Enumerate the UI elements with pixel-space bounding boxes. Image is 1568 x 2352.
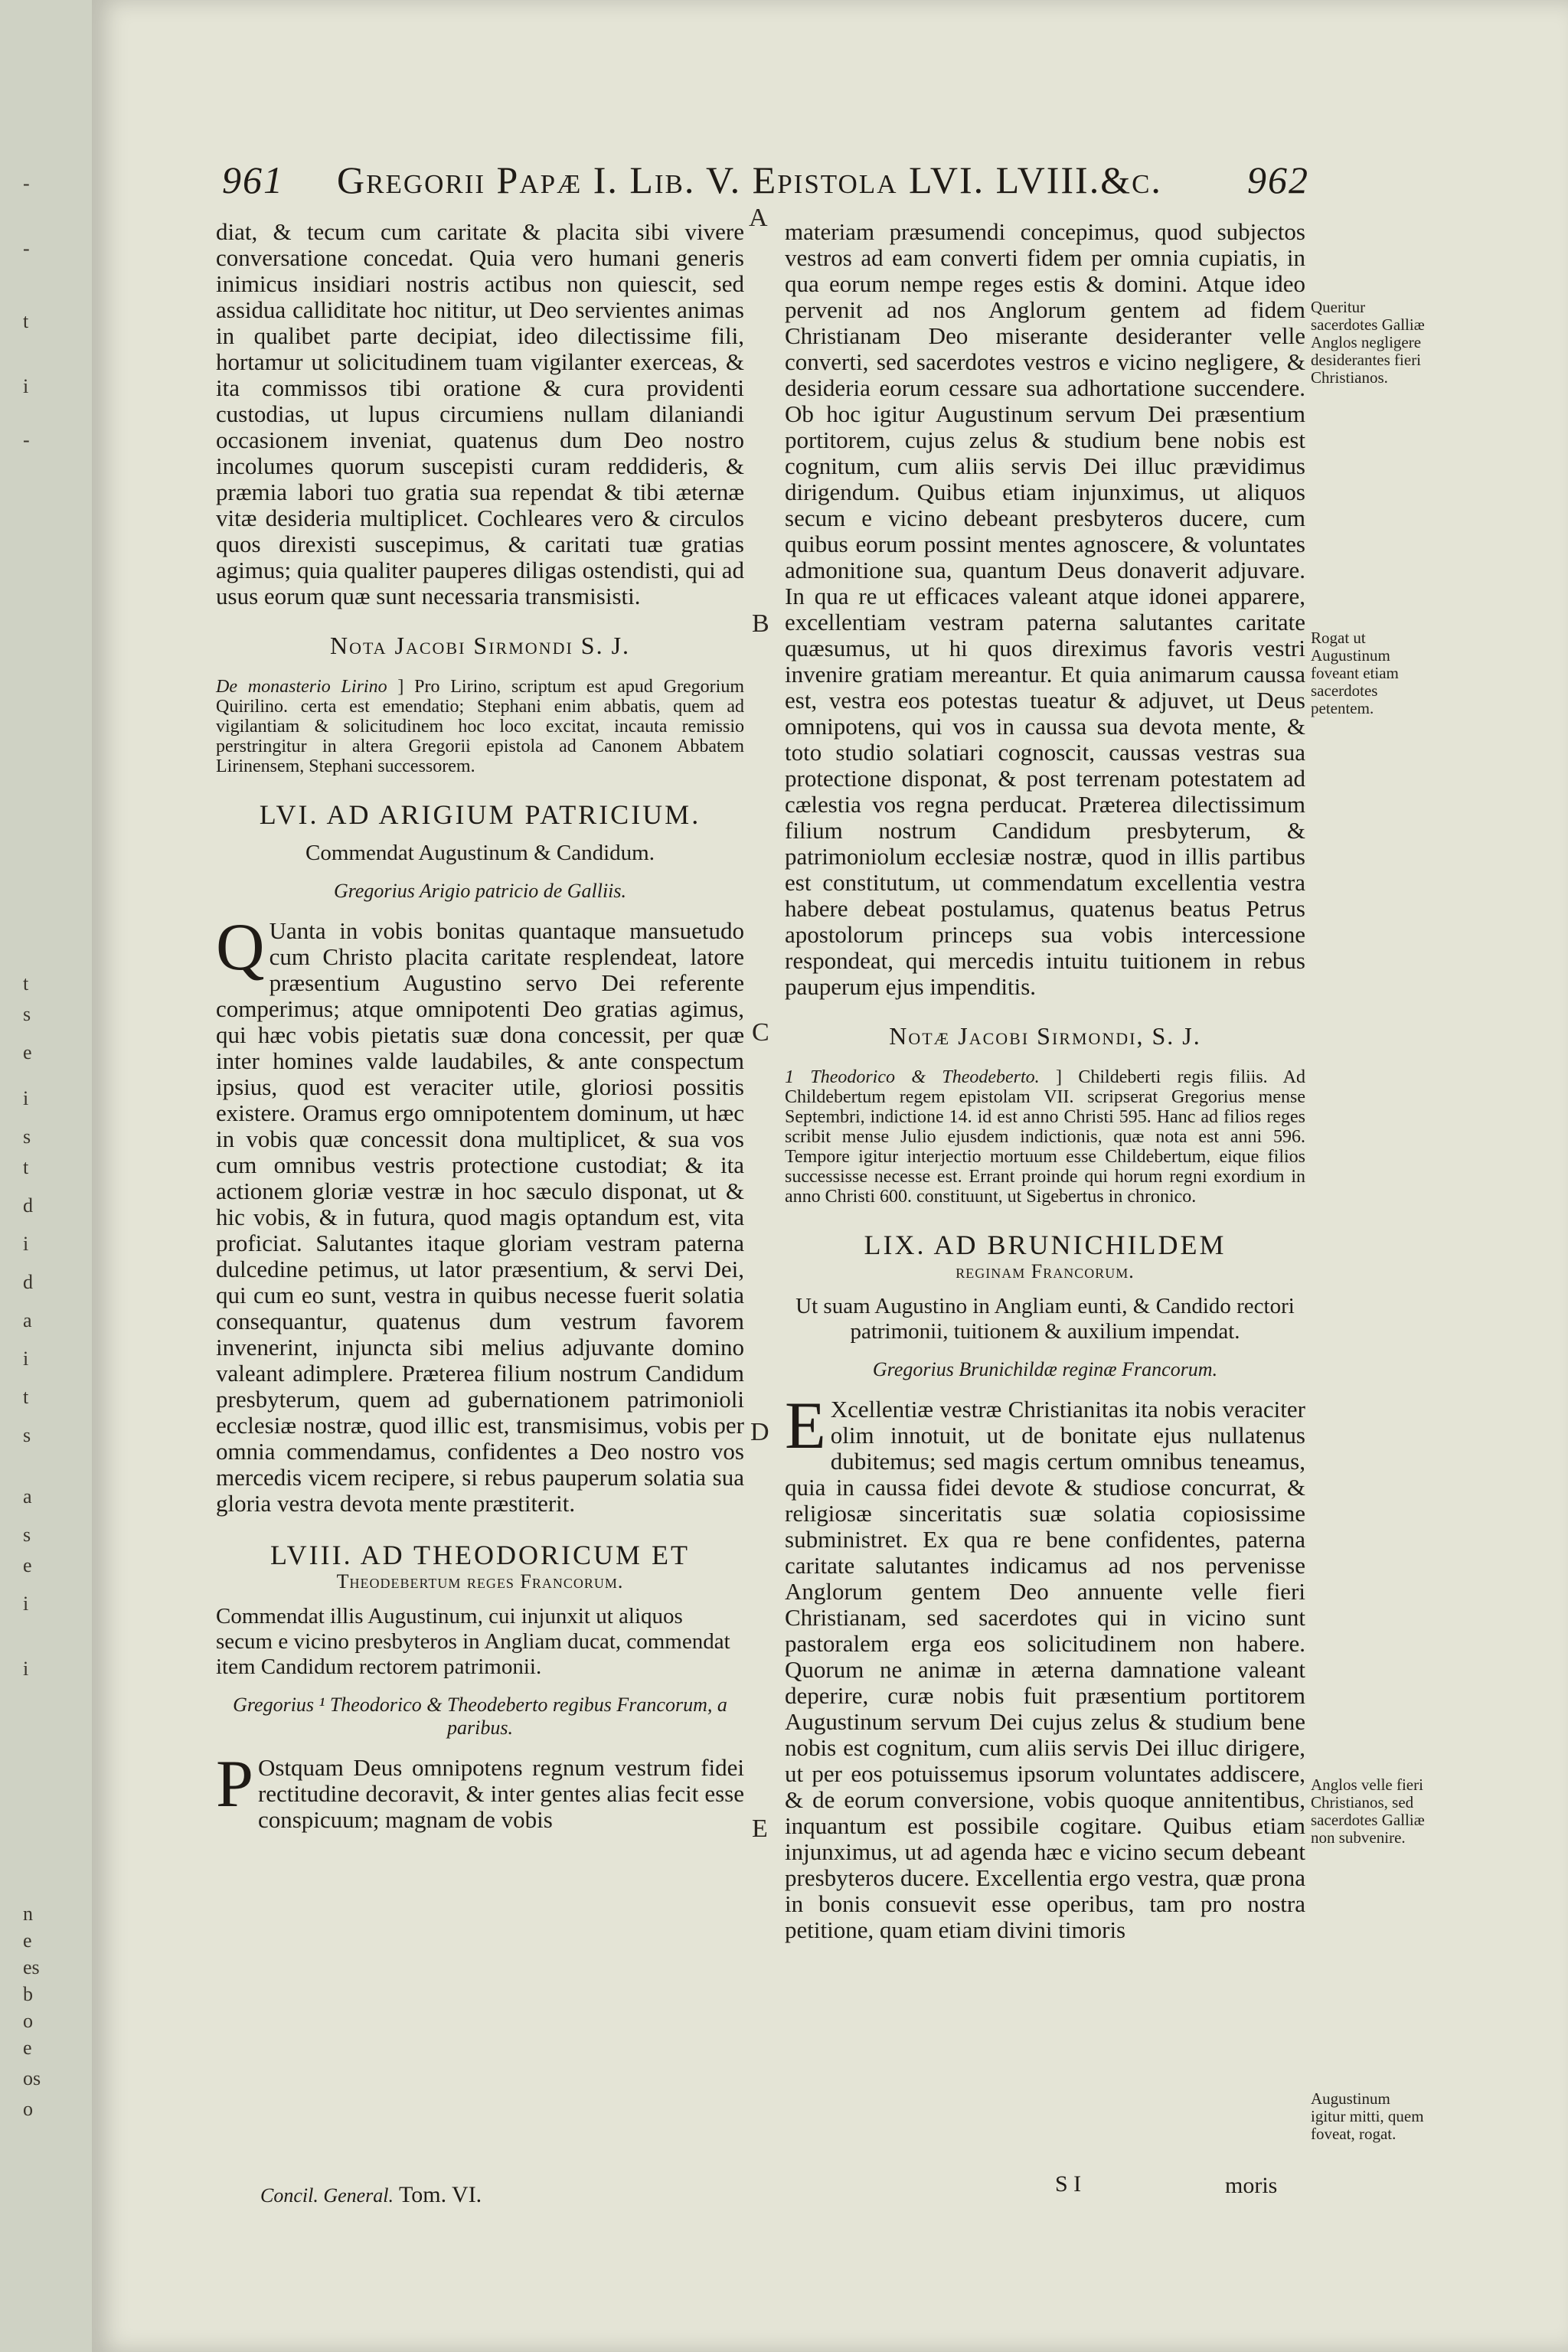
- epistle-title-59-main: LIX. AD BRUNICHILDEM: [864, 1230, 1227, 1260]
- note-body: ] Pro Lirino, scriptum est apud Gregorium Quirilino. certa est emendatio; Stephani enim abbatis, quem ad vigilantiam & solicitudinem hoc loco excitat, incauta remissio perstringitur in altera Gregorii epistola ad Canonem Abbatem Lirinensem, Stephani successorem.: [216, 677, 744, 776]
- epistle-title-58: [216, 1540, 744, 1593]
- strip-char: i: [23, 1348, 29, 1370]
- section-letter-b: B: [752, 609, 769, 638]
- epistle-body-56: Uanta in vobis bonitas quantaque mansuetudo cum Christo placita caritate resplendeat, latore præsentium Augustino servo Dei referente comperimus; atque omnipotenti Deo gratias agimus, qui hæc vobis pietatis suæ dona concessit, per quæ inter homines valde laudabiles, & ante conspectum ipsius, quod est veraciter utile, gloriosi possitis existere. Oramus ergo omnipotentem dominum, ut hæc in vobis quæ concessit dona multiplicet, & sua vos cum omnibus vestris protectione custodiat; & ita actionem gloriæ vestræ in hoc sæculo disponat, ut & hic vobis, & in futura, quod magis optandum est, vita proficiat. Salutantes itaque gloriam vestram paterna dulcedine petimus, ut lator præsentium, & servi Dei, qui cum eo sunt, vestra in quibus necesse fuerit solatia consequantur, quatenus dum vestrum favorem invenerint, injuncta sibi melius adjuvante domino valeant adimplere. Præterea filium nostrum Candidum presbyterum, quem ad gubernationem patrimonioli ecclesiæ nostræ, quod illic est, transmisimus, vobis per omnia commendamus, confidentes a Deo nostro vos mercedis vicem recipere, si rebus pauperum solatia sua gloria vestra devota mente præstiterit.: [216, 917, 744, 1517]
- strip-char: o: [23, 2098, 33, 2120]
- section-letter-d: D: [750, 1418, 769, 1446]
- notes-heading: Notæ Jacobi Sirmondi, S. J.: [889, 1022, 1201, 1050]
- epistle-summary-58: Commendat illis Augustinum, cui injunxit ut aliquos secum e vicino presbyteros in Angliam ducat, commendat item Candidum rectorem patrimonii.: [216, 1604, 730, 1679]
- epistle-text-56: [216, 910, 744, 1517]
- strip-char: i: [23, 1233, 29, 1255]
- footer-series: Concil. General.: [260, 2184, 394, 2207]
- strip-char: i: [23, 1592, 29, 1615]
- strip-char: n: [23, 1903, 33, 1925]
- page-number-left: 961: [222, 158, 284, 201]
- strip-char: -: [23, 172, 30, 194]
- epistle-title-59: [785, 1230, 1305, 1283]
- adjacent-page-strip: [0, 0, 92, 2352]
- epistle-body-59: Xcellentiæ vestræ Christianitas ita nobis veraciter olim innotuit, ut de bonitate ejus nullatenus dubitemus; sed magis certum omnibus teneamus, quia in caussa fidei devote & studiose concurrat, & religiosæ sinceritatis suæ solatia copiosissime subministret. Ex qua re bene confidentes, paterna caritate salutantes indicamus ad nos pervenisse Anglorum gentem Deo annuente velle fieri Christianam, sed sacerdotes qui in vicino sunt pastoralem erga eos solicitudinem non habere. Quorum ne animæ in æterna damnatione valeant deperire, curæ nobis fuit præsentium portitorem Augustinum servum Dei cujus zelus & studium bene nobis est cognitum, cum aliis servis Dei illuc dirigere, ut per eos potuissemus ipsorum voluntates addiscere, & de eorum conversione, vobis quoque annitentibus, inquantum est possibile cogitare. Quibus etiam injunximus, ut ad agenda hæc e vicino secum debeant presbyteros ducere. Excellentia ergo vestra, quæ prona in bonis consuevit esse operibus, tam pro nostra petitione, quam etiam divini timoris: [785, 1396, 1305, 1943]
- epistle-title-58-main: LVIII. AD THEODORICUM ET: [270, 1540, 690, 1570]
- running-header: [222, 158, 1309, 208]
- strip-char: t: [23, 972, 29, 995]
- strip-char: os: [23, 2067, 41, 2089]
- strip-char: a: [23, 1309, 32, 1331]
- note-lemma: De monasterio Lirino: [216, 677, 387, 697]
- catchword: moris: [1225, 2173, 1278, 2198]
- strip-char: i: [23, 1658, 29, 1680]
- strip-char: d: [23, 1194, 33, 1217]
- strip-char: e: [23, 1929, 32, 1952]
- strip-char: o: [23, 2010, 33, 2032]
- epistle-salutation-59: Gregorius Brunichildæ reginæ Francorum.: [872, 1358, 1218, 1380]
- drop-cap: E: [785, 1389, 826, 1463]
- note-lemma: 1 Theodorico & Theodeberto.: [785, 1067, 1040, 1087]
- strip-char: s: [23, 1424, 31, 1446]
- note-text: [216, 677, 744, 776]
- signature-mark: S I: [1055, 2171, 1082, 2197]
- strip-char: t: [23, 1156, 29, 1178]
- footer-source: [260, 2182, 482, 2208]
- strip-char: s: [23, 1524, 31, 1546]
- strip-char: i: [23, 375, 29, 397]
- strip-char: i: [23, 1087, 29, 1109]
- margin-note-2: Rogat ut Augustinum foveant etiam sacerdotes petentem.: [1311, 629, 1399, 717]
- strip-char: es: [23, 1956, 40, 1978]
- footer-volume: Tom. VI.: [399, 2182, 482, 2207]
- epistle-summary-56: Commendat Augustinum & Candidum.: [305, 841, 655, 865]
- epistle-title-58-sub: Theodebertum reges Francorum.: [336, 1570, 624, 1592]
- epistle-text-58: [216, 1747, 744, 1833]
- column-left: [216, 219, 744, 1833]
- epistle-summary-59: Ut suam Augustino in Angliam eunti, & Candido rectori patrimonii, tuitionem & auxilium impendat.: [795, 1294, 1295, 1344]
- body-paragraph: diat, & tecum cum caritate & placita sibi vivere conversatione concedat. Quia vero humani generis inimicus insidiari nostris actibus non quiescit, sed assidua calliditate hoc nititur, ut Deo servientes animas in qualibet parte decipiat, ideo dilectissime fili, hortamur ut solicitudinem tuam vigilanter exerceas, & ita commissos tibi oratione & cura providenti custodias, ut lupus circumiens nullam dilaniandi occasionem inveniat, quatenus dum Deo nostro incolumes quorum suscepisti curam reddideris, & præmia labori tuo gratia sua rependat & tibi æternæ vitæ desideria multiplicet. Cochleares vero & circulos quos direxisti suscepimus, & caritati tuæ gratias agimus; quia qualiter pauperes diligas ostendisti, qui ad usus eorum quæ sunt necessaria transmisisti.: [216, 218, 744, 609]
- epistle-salutation-56: Gregorius Arigio patricio de Galliis.: [333, 880, 627, 902]
- epistle-title-56: LVI. AD ARIGIUM PATRICIUM.: [259, 799, 701, 830]
- strip-char: -: [23, 237, 30, 260]
- note-text: [785, 1067, 1305, 1207]
- body-paragraph: materiam præsumendi concepimus, quod subjectos vestros ad eam converti fidem per omnia cupiatis, in qua eorum nempe reges estis & domini. Atque ideo pervenit ad nos Anglorum gentem ad fidem Christianam Deo miserante desideranter velle converti, sed sacerdotes vestros e vicino negligere, & desideria eorum cessare sua adhortatione succendere. Ob hoc igitur Augustinum servum Dei præsentium portitorem, cujus zelus & studium bene nobis est cognitum, cum aliis servis Dei illuc prævidimus dirigendum. Quibus etiam injunximus, ut aliquos secum e vicino debeant presbyteros ducere, cum quibus eorum possint mentes agnoscere, & voluntates admonitione sua, quantum Deus donaverit adjuvare. In qua re ut efficaces valeant atque idonei apparere, excellentiam vestram paterna salutantes caritate quæsumus, ut hi quos direximus favoris vestri invenire gratiam mereantur. Et quia animarum caussa est, vestra eos potestas tueatur & adjuvet, ut Deus omnipotens, qui vos in caussa sua devota mente, & toto studio solatiari cognoscit, caussas vestras sua protectione disponat, & post terrenam potestatem ad cælestia vos regna perducat. Præterea dilectissimum filium nostrum Candidum presbyterum, & patrimoniolum ecclesiæ nostræ, quod in illis partibus est constitutum, ut commendatum excellentia vestra habere debeat postulamus, quatenus beatus Petrus apostolorum princeps sua vobis intercessione respondeat, qui mercedis intuitu tuitionem in rebus pauperum ejus impenditis.: [785, 218, 1305, 1000]
- strip-char: -: [23, 429, 30, 451]
- section-letter-c: C: [752, 1018, 769, 1047]
- epistle-text-59: [785, 1389, 1305, 1943]
- running-title: Gregorii Papæ I. Lib. V. Epistola LVI. LVIII.&c.: [337, 158, 1162, 201]
- strip-char: b: [23, 1983, 33, 2005]
- strip-char: e: [23, 1041, 32, 1063]
- strip-char: s: [23, 1003, 31, 1025]
- note-body: ] Childeberti regis filiis. Ad Childebertum regem epistolam VII. scripserat Gregorius mense Septembri, indictione 14. id est anno Christi 595. Hanc ad filios reges scribit mense Julio ejusdem indictionis, quæ nota est anni 596. Tempore igitur interjectio mortuum esse Childebertum, eique filios successisse necesse est. Errant proinde qui horum regni exordium in anno Christi 600. constituunt, ut Sigebertus in chronico.: [785, 1067, 1306, 1207]
- drop-cap: Q: [216, 910, 265, 985]
- strip-char: t: [23, 310, 29, 332]
- drop-cap: P: [216, 1747, 253, 1821]
- epistle-salutation-58: Gregorius ¹ Theodorico & Theodeberto regibus Francorum, a paribus.: [233, 1694, 727, 1739]
- strip-char: e: [23, 1554, 32, 1576]
- margin-note-3: Anglos velle fieri Christianos, sed sacerdotes Galliæ non subvenire.: [1311, 1775, 1425, 1847]
- strip-char: e: [23, 2037, 32, 2059]
- epistle-body-58: Ostquam Deus omnipotens regnum vestrum fidei rectitudine decoravit, & inter gentes alias fecit esse conspicuum; magnam de vobis: [257, 1754, 744, 1833]
- strip-char: d: [23, 1271, 33, 1293]
- strip-char: s: [23, 1125, 31, 1148]
- section-letter-e: E: [752, 1815, 768, 1843]
- strip-char: a: [23, 1485, 32, 1508]
- epistle-title-59-sub: reginam Francorum.: [956, 1260, 1135, 1282]
- note-heading: Nota Jacobi Sirmondi S. J.: [329, 632, 631, 659]
- margin-note-1: Queritur sacerdotes Galliæ Anglos negligere desiderantes fieri Christianos.: [1311, 298, 1425, 387]
- margin-note-4: Augustinum igitur mitti, quem foveat, rogat.: [1311, 2089, 1424, 2143]
- column-right: [785, 219, 1305, 1943]
- page-number-right: 962: [1247, 158, 1309, 201]
- section-letter-a: A: [749, 204, 768, 232]
- strip-char: t: [23, 1386, 29, 1408]
